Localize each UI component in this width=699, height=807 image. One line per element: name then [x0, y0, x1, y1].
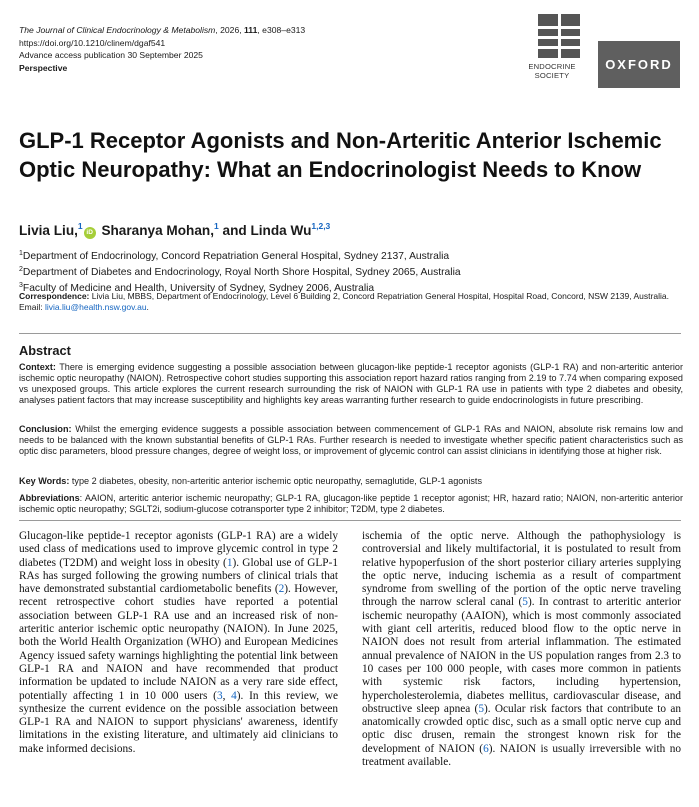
- author-affiliation-ref[interactable]: 1: [214, 221, 219, 231]
- citation-link[interactable]: 2: [278, 583, 285, 596]
- email-link[interactable]: livia.liu@health.nsw.gov.au: [44, 302, 147, 312]
- body-text: ischemia of the optic nerve. Although the pathophysiology is controversial and likely multifactorial, it is postulated to result from relative hypoperfusion of the short posterior ciliary arteries supplying the optic nerve, inducing ischemia as a result of compartment syndrome from swelling of the portion of the optic nerve traveling through the narrow scleral canal (: [362, 530, 681, 609]
- abstract-context: [19, 362, 683, 406]
- context-label: Context:: [19, 362, 56, 372]
- journal-pages: , e308–e313: [257, 25, 306, 35]
- endocrine-society-icon: [538, 14, 580, 58]
- body-text: ). In contrast to arteritic anterior ischemic neuropathy (AAION), which is most commonly associated with giant cell arteritis, reduced blood flow to the optic nerve in NAION does not result from arterial inflammation. The estimated annual prevalence of NAION in the US population ranges from 2.3 to 10 cases per 100 000 people, with cases more common in patients with systemic risk factors, including hypertension, hypercholesterolemia, diabetes mellitus, cardiovascular disease, and obstructive sleep apnea (: [362, 596, 681, 715]
- citation-link[interactable]: 1: [226, 556, 233, 569]
- citation-link[interactable]: 5: [478, 702, 484, 715]
- journal-name: The Journal of Clinical Endocrinology & Metabolism: [19, 25, 216, 35]
- conclusion-text: Whilst the emerging evidence suggests a possible association between commencement of GLP-1 RAs and NAION, absolute risk remains low and needs to be balanced with the known substantial benefits of GLP-1 RAs. Further research is needed to investigate whether specific patient characteristics such as optic disc parameters, blood pressure changes, degree of weight loss, or improvement of glycemic control can assist clinicians in identifying those at higher risk.: [19, 424, 683, 456]
- endocrine-society-logo[interactable]: [520, 14, 584, 88]
- correspondence: [19, 291, 683, 313]
- author-name: Livia Liu,: [19, 223, 78, 238]
- advance-access: Advance access publication 30 September 2025: [19, 50, 203, 61]
- author-affiliation-ref[interactable]: 1,2,3: [311, 221, 331, 231]
- divider: [19, 520, 681, 521]
- affiliation-number: 2: [19, 266, 23, 273]
- body-text: ). Ocular risk factors that contribute to an anatomically crowded optic disc, such as a small optic nerve cup and optic disc drusen, remain the strongest known risk for the development of NAION (: [362, 702, 682, 755]
- body-text: ,: [222, 689, 232, 702]
- abstract-heading: Abstract: [19, 343, 71, 358]
- correspondence-end: .: [146, 302, 149, 312]
- citation-link[interactable]: 6: [483, 742, 489, 755]
- journal-volume: 111: [244, 25, 258, 35]
- body-column-left: [19, 530, 338, 756]
- article-type: Perspective: [19, 62, 68, 73]
- article-title: GLP-1 Receptor Agonists and Non-Arteritic Anterior Ischemic Optic Neuropathy: What an Endocrinologist Needs to Know: [19, 128, 662, 182]
- endocrine-word: ENDOCRINE: [528, 62, 576, 71]
- body-text: Glucagon-like peptide-1 receptor agonists (GLP-1 RA) are a widely used class of medications used to improve glycemic control in type 2 diabetes (T2DM) and weight loss in obesity (: [19, 530, 338, 569]
- doi-link[interactable]: https://doi.org/10.1210/clinem/dgaf541: [19, 37, 166, 48]
- divider: [19, 333, 681, 334]
- keywords: [19, 476, 683, 487]
- author-affiliation-ref[interactable]: 1: [77, 221, 83, 231]
- keywords-label: Key Words:: [19, 476, 70, 486]
- correspondence-label: Correspondence:: [19, 291, 90, 301]
- citation-link[interactable]: 3: [216, 689, 223, 702]
- correspondence-text: Livia Liu, MBBS, Department of Endocrinology, Level 6 Building 2, Concord Repatriation General Hospital, Hospital Road, Concord, NSW 2139, Australia. Email:: [19, 291, 669, 312]
- abbreviations-label: Abbreviations: [19, 493, 80, 503]
- oxford-logo[interactable]: OXFORD: [598, 41, 680, 88]
- affiliation-list: [19, 247, 461, 295]
- context-text: There is emerging evidence suggesting a possible association between glucagon-like peptide-1 receptor agonists (GLP-1 RA) and non-arteritic anterior ischemic optic neuropathy (NAION). Retrospective cohort studies supporting this association report hazard ratios ranging from 2.19 to 7.74 when comparing exposed vs unexposed groups. This article explores the current research surrounding the risk of NAION with GLP-1 RA use in patients with type 2 diabetes and obesity, analyses patient factors that may increase susceptibility and highlights key areas warranting further research to guide endocrinologists in future prescribing.: [19, 362, 683, 405]
- affiliation-number: 3: [19, 282, 23, 289]
- abstract-conclusion: [19, 424, 683, 457]
- affiliation: [19, 263, 461, 279]
- article-header: [19, 24, 305, 74]
- author-name: Sharanya Mohan,: [101, 223, 214, 238]
- abbreviations-text: : AAION, arteritic anterior ischemic neuropathy; GLP-1 RA, glucagon-like peptide 1 receptor agonist; HR, hazard ratio; NAION, non-arteritic anterior ischemic optic neuropathy; SGLT2i, sodium-glucose cotransporter type 2 inhibitor; T2DM, type 2 diabetes.: [19, 493, 683, 514]
- affiliation-text: Faculty of Medicine and Health, University of Sydney, Sydney 2006, Australia: [22, 283, 375, 294]
- citation-link[interactable]: 5: [522, 596, 528, 609]
- affiliation-text: Department of Endocrinology, Concord Repatriation General Hospital, Sydney 2137, Australia: [22, 251, 450, 262]
- body-column-right: [362, 530, 681, 769]
- affiliation: [19, 247, 461, 263]
- body-text: ). However, recent retrospective cohort studies have reported a potential association between GLP-1 RA use and an increased risk of non-arteritic anterior ischemic optic neuropathy (NAION). In June 2025, both the World Health Organization (WHO) and European Medicines Agency issued safety warnings highlighting the potential link between GLP-1 RA and NAION and have recommended that product information be updated to include NAION as a very rare side effect, potentially affecting 1 in 10 000 users (: [19, 583, 339, 702]
- orcid-icon[interactable]: iD: [84, 227, 96, 239]
- author-list: [19, 221, 330, 239]
- journal-citation: [19, 24, 305, 37]
- keywords-text: type 2 diabetes, obesity, non-arteritic anterior ischemic optic neuropathy, semaglutide, GLP-1 agonists: [69, 476, 483, 486]
- affiliation-number: 1: [19, 250, 23, 257]
- abbreviations: [19, 493, 683, 515]
- body-text: ). In this review, we synthesize the current evidence on the possible association between GLP-1 RA and NAION to support physicians' awareness, identify limitations in the existing literature, and ultimately aid clinicians to make informed decisions.: [19, 689, 338, 755]
- conclusion-label: Conclusion:: [19, 424, 72, 434]
- body-text: ). Global use of GLP-1 RAs has surged following the growing numbers of clinical trials that have demonstrated substantial cardiometabolic benefits (: [19, 556, 338, 596]
- author-name: and Linda Wu: [222, 223, 312, 238]
- journal-year: , 2026,: [215, 25, 244, 35]
- affiliation-text: Department of Diabetes and Endocrinology, Royal North Shore Hospital, Sydney 2065, Australia: [22, 267, 461, 278]
- body-text: ). NAION is usually irreversible with no treatment available.: [362, 742, 682, 769]
- society-word: SOCIETY: [534, 71, 570, 80]
- citation-link[interactable]: 4: [231, 689, 237, 702]
